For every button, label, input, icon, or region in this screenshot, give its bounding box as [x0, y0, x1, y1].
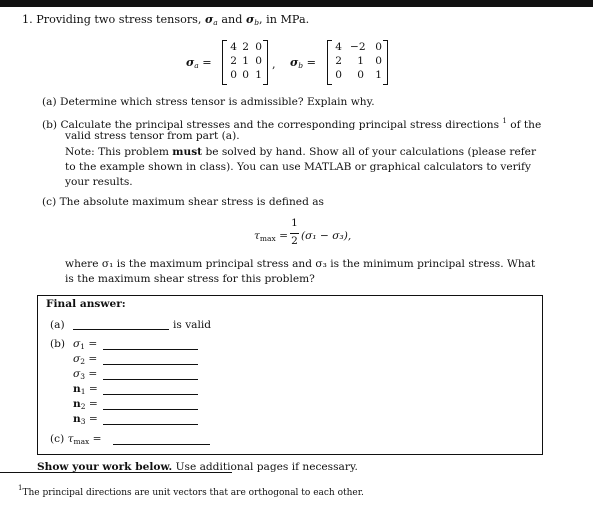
tensor-a-cell-r2c2: 1 [242, 55, 249, 67]
formula-numerator: 1 [291, 217, 298, 229]
tensor-b-cell-r1c1: 4 [335, 41, 342, 53]
final-answer-title: Final answer: [46, 298, 126, 310]
tensor-a-matrix [222, 40, 268, 85]
note-line3: your results. [65, 176, 133, 188]
tensor-b-cell-r2c3: 0 [375, 55, 382, 67]
tensor-b-cell-r3c1: 0 [335, 69, 342, 81]
problem-intro: 1. Providing two stress tensors, $\sigma_a$ and $\sigma_b$, in MPa. [22, 12, 310, 27]
tensor-b-matrix [327, 40, 388, 85]
part-b-line1: (b) Calculate the principal stresses and the corresponding principal stress directions $^1$ of the [42, 117, 542, 131]
tensor-b-cell-r3c3: 1 [375, 69, 382, 81]
answer-b-label-n3: n3 = [73, 413, 98, 426]
tensor-b-cell-r2c1: 2 [335, 55, 342, 67]
answer-b-label-σ1: σ1 = [73, 338, 98, 351]
tensor-b-label: $\sigma_b$ = [290, 55, 316, 70]
answer-b-blank-n1[interactable] [103, 394, 198, 395]
tensor-a-cell-r1c2: 2 [242, 41, 249, 53]
note-line1: Note: This problem must be solved by hand. Show all of your calculations (please refer [65, 146, 537, 158]
part-a: (a) Determine which stress tensor is admissible? Explain why. [42, 96, 375, 108]
footnote-rule [0, 472, 232, 473]
formula-rest: (σ₁ − σ₃), [301, 230, 352, 242]
where-line2: is the maximum shear stress for this problem? [65, 273, 315, 285]
tensor-a-cell-r3c3: 1 [255, 69, 262, 81]
tensor-b-cell-r2c2: 1 [357, 55, 364, 67]
answer-c-blank[interactable] [113, 444, 210, 445]
formula-fraction-bar [290, 233, 299, 234]
tensor-a-cell-r2c3: 0 [255, 55, 262, 67]
show-work-line: Show your work below. Use additional pages if necessary. [37, 461, 358, 473]
answer-b-blank-σ1[interactable] [103, 349, 198, 350]
top-border [0, 0, 593, 7]
answer-b-label-σ2: σ2 = [73, 353, 98, 366]
answer-b-blank-σ3[interactable] [103, 379, 198, 380]
answer-a-blank[interactable] [73, 329, 169, 330]
tensor-b-cell-r3c2: 0 [357, 69, 364, 81]
answer-b-label-n1: n1 = [73, 383, 98, 396]
matrix-separator: , [272, 58, 276, 71]
tensor-a-cell-r3c1: 0 [230, 69, 237, 81]
answer-b-label-σ3: σ3 = [73, 368, 98, 381]
formula-denominator: 2 [291, 235, 298, 247]
answer-a-label: (a) [50, 319, 65, 331]
formula-lhs: τmax = [254, 230, 288, 243]
answer-b-label-n2: n2 = [73, 398, 98, 411]
answer-b-blank-n2[interactable] [103, 409, 198, 410]
tensor-a-cell-r1c1: 4 [230, 41, 237, 53]
answer-b-label: (b) [50, 338, 66, 350]
answer-c-label: (c) τmax = [50, 433, 102, 446]
problem-number: 1. [22, 13, 33, 26]
answer-a-suffix: is valid [173, 319, 212, 331]
where-line1: where σ₁ is the maximum principal stress and σ₃ is the minimum principal stress. What [65, 258, 536, 270]
final-answer-box [37, 295, 543, 455]
tensor-a-cell-r1c3: 0 [255, 41, 262, 53]
tensor-a-cell-r2c1: 2 [230, 55, 237, 67]
footnote: $^1$The principal directions are unit vectors that are orthogonal to each other. [18, 484, 364, 498]
tensor-b-cell-r1c3: 0 [375, 41, 382, 53]
part-c: (c) The absolute maximum shear stress is defined as [42, 196, 324, 208]
tensor-b-cell-r1c2: −2 [350, 41, 366, 53]
answer-b-blank-n3[interactable] [103, 424, 198, 425]
answer-b-blank-σ2[interactable] [103, 364, 198, 365]
tensor-a-cell-r3c2: 0 [242, 69, 249, 81]
footnote-ref: 1 [502, 117, 507, 125]
tensor-a-label: $\sigma_a$ = [186, 55, 212, 70]
note-line2: to the example shown in class). You can use MATLAB or graphical calculators to verify [65, 161, 531, 173]
part-b-line2: valid stress tensor from part (a). [65, 130, 240, 142]
